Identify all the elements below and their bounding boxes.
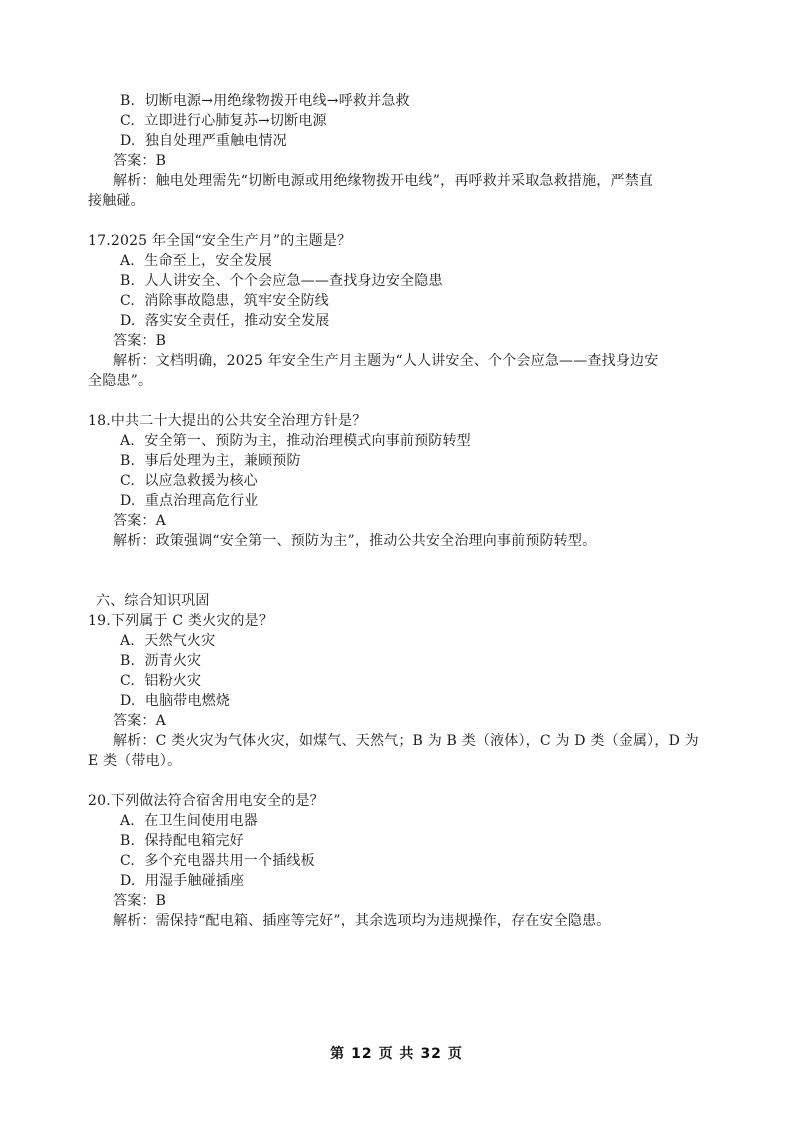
question-title: 18.中共二十大提出的公共安全治理方针是？	[88, 413, 367, 429]
option-text: 铝粉火灾	[144, 673, 202, 689]
explanation: 解析：触电处理需先“切断电源或用绝缘物拨开电线”，再呼救并采取急救措施，严禁直	[113, 173, 654, 189]
option-a	[120, 431, 471, 451]
option-label: D.	[120, 873, 136, 889]
option-text: 以应急救援为核心	[144, 473, 258, 489]
option-a	[120, 251, 272, 271]
footer-prefix: 第	[330, 1046, 346, 1062]
option-text: 用湿手触碰插座	[144, 873, 245, 889]
answer: 答案：B	[113, 333, 167, 349]
option-label: D.	[120, 493, 136, 509]
section-heading: 六、综合知识巩固	[96, 593, 210, 609]
option-label: B.	[120, 93, 136, 109]
option-text: 保持配电箱完好	[144, 833, 244, 849]
question-title: 17.2025 年全国“安全生产月”的主题是？	[88, 233, 352, 249]
option-d	[120, 131, 287, 151]
explanation: 解析：政策强调“安全第一、预防为主”，推动公共安全治理向事前预防转型。	[113, 533, 597, 549]
option-label: A.	[120, 433, 135, 449]
option-label: A.	[120, 813, 135, 829]
option-c	[120, 111, 327, 131]
explanation: 解析：C 类火灾为气体火灾，如煤气、天然气；B 为 B 类（液体），C 为 D 类（金属），D 为	[113, 733, 699, 749]
option-label: D.	[120, 693, 136, 709]
option-text: 沥青火灾	[144, 653, 202, 669]
option-b	[120, 451, 301, 471]
option-text: 切断电源→用绝缘物拨开电线→呼救并急救	[144, 93, 410, 109]
option-c	[120, 471, 258, 491]
option-text: 天然气火灾	[144, 633, 216, 649]
question-title: 20.下列做法符合宿舍用电安全的是？	[88, 793, 324, 809]
option-text: 立即进行心肺复苏→切断电源	[144, 113, 327, 129]
option-label: C.	[120, 853, 136, 869]
option-text: 事后处理为主，兼顾预防	[144, 453, 301, 469]
option-b	[120, 831, 244, 851]
answer: 答案：B	[113, 893, 167, 909]
option-c	[120, 291, 329, 311]
option-b	[120, 271, 443, 291]
option-d	[120, 491, 259, 511]
question-title: 19.下列属于 C 类火灾的是？	[88, 613, 274, 629]
footer-middle: 页 共	[378, 1046, 415, 1062]
option-label: D.	[120, 133, 136, 149]
explanation: 解析：文档明确，2025 年安全生产月主题为“人人讲安全、个个会应急——查找身边安	[113, 353, 659, 369]
option-text: 人人讲安全、个个会应急——查找身边安全隐患	[144, 273, 443, 289]
answer: 答案：B	[113, 153, 167, 169]
option-a	[120, 631, 215, 651]
option-text: 多个充电器共用一个插线板	[144, 853, 315, 869]
option-label: C.	[120, 293, 136, 309]
option-label: C.	[120, 113, 136, 129]
option-b	[120, 651, 201, 671]
option-text: 消除事故隐患，筑牢安全防线	[144, 293, 329, 309]
option-text: 生命至上，安全发展	[144, 253, 273, 269]
option-c	[120, 671, 201, 691]
option-text: 电脑带电燃烧	[144, 693, 231, 709]
option-c	[120, 851, 315, 871]
option-label: D.	[120, 313, 136, 329]
option-text: 在卫生间使用电器	[144, 813, 258, 829]
option-d	[120, 871, 244, 891]
page-footer	[0, 1043, 793, 1063]
option-d	[120, 691, 230, 711]
option-label: C.	[120, 473, 136, 489]
option-label: C.	[120, 673, 136, 689]
explanation-continued: 接触碰。	[88, 193, 145, 209]
option-a	[120, 811, 258, 831]
option-label: B.	[120, 453, 136, 469]
explanation-continued: E 类（带电）。	[88, 753, 182, 769]
option-label: B.	[120, 653, 136, 669]
explanation-continued: 全隐患”。	[88, 373, 153, 389]
explanation: 解析：需保持“配电箱、插座等完好”，其余选项均为违规操作，存在安全隐患。	[113, 913, 611, 929]
current-page-number: 12	[351, 1046, 373, 1062]
option-label: A.	[120, 253, 135, 269]
footer-suffix: 页	[447, 1046, 463, 1062]
option-text: 重点治理高危行业	[144, 493, 259, 509]
option-text: 落实安全责任，推动安全发展	[144, 313, 330, 329]
option-text: 安全第一、预防为主，推动治理模式向事前预防转型	[144, 433, 471, 449]
option-label: A.	[120, 633, 135, 649]
option-text: 独自处理严重触电情况	[144, 133, 287, 149]
option-label: B.	[120, 273, 136, 289]
option-label: B.	[120, 833, 136, 849]
answer: 答案：A	[113, 513, 166, 529]
total-pages-number: 32	[420, 1046, 442, 1062]
answer: 答案：A	[113, 713, 166, 729]
option-d	[120, 311, 330, 331]
option-b	[120, 91, 410, 111]
